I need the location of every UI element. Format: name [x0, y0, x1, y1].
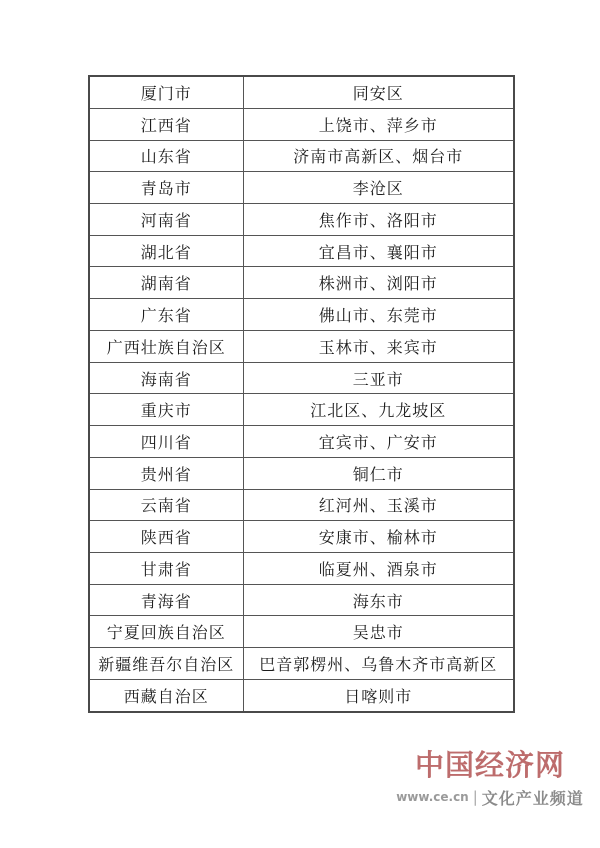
cities-cell: 焦作市、洛阳市 — [243, 204, 514, 236]
table-row — [89, 426, 514, 458]
table-row — [89, 204, 514, 236]
region-cell: 陕西省 — [89, 521, 243, 553]
cities-cell: 宜昌市、襄阳市 — [243, 235, 514, 267]
table-row — [89, 299, 514, 331]
cities-cell: 吴忠市 — [243, 616, 514, 648]
table-row — [89, 235, 514, 267]
region-cell: 厦门市 — [89, 76, 243, 108]
cities-cell: 上饶市、萍乡市 — [243, 108, 514, 140]
region-cell: 宁夏回族自治区 — [89, 616, 243, 648]
region-cell: 甘肃省 — [89, 552, 243, 584]
cities-cell: 铜仁市 — [243, 457, 514, 489]
table-row — [89, 330, 514, 362]
region-cell: 广西壮族自治区 — [89, 330, 243, 362]
region-cell: 湖北省 — [89, 235, 243, 267]
region-cell: 贵州省 — [89, 457, 243, 489]
table-row — [89, 172, 514, 204]
cities-cell: 临夏州、酒泉市 — [243, 552, 514, 584]
table-row — [89, 394, 514, 426]
cenet-logo — [396, 748, 584, 809]
cities-cell: 李沧区 — [243, 172, 514, 204]
cities-cell: 三亚市 — [243, 362, 514, 394]
cenet-logo-channel-text: 文化产业频道 — [481, 790, 584, 808]
region-cell: 四川省 — [89, 426, 243, 458]
cities-cell: 玉林市、来宾市 — [243, 330, 514, 362]
table-row — [89, 679, 514, 712]
table-row — [89, 648, 514, 680]
table-row — [89, 521, 514, 553]
region-cell: 湖南省 — [89, 267, 243, 299]
cities-cell: 巴音郭楞州、乌鲁木齐市高新区 — [243, 648, 514, 680]
cities-cell: 同安区 — [243, 76, 514, 108]
region-city-table — [88, 75, 515, 713]
region-cell: 西藏自治区 — [89, 679, 243, 712]
table-row — [89, 362, 514, 394]
cenet-logo-url-text: www.ce.cn — [396, 790, 469, 805]
region-cell: 广东省 — [89, 299, 243, 331]
cenet-logo-divider: | — [472, 788, 478, 807]
region-cell: 青岛市 — [89, 172, 243, 204]
cities-cell: 佛山市、东莞市 — [243, 299, 514, 331]
table-row — [89, 584, 514, 616]
region-city-table-body — [89, 76, 514, 712]
cenet-logo-subline — [396, 786, 584, 809]
cities-cell: 宜宾市、广安市 — [243, 426, 514, 458]
region-cell: 重庆市 — [89, 394, 243, 426]
table-row — [89, 457, 514, 489]
cities-cell: 海东市 — [243, 584, 514, 616]
table-row — [89, 267, 514, 299]
table-row — [89, 489, 514, 521]
cities-cell: 红河州、玉溪市 — [243, 489, 514, 521]
cenet-logo-brand-text: 中国经济网 — [414, 748, 565, 782]
table-row — [89, 108, 514, 140]
table-row — [89, 140, 514, 172]
region-cell: 河南省 — [89, 204, 243, 236]
cities-cell: 株洲市、浏阳市 — [243, 267, 514, 299]
table-row — [89, 616, 514, 648]
table-row — [89, 76, 514, 108]
cities-cell: 济南市高新区、烟台市 — [243, 140, 514, 172]
cities-cell: 安康市、榆林市 — [243, 521, 514, 553]
cities-cell: 日喀则市 — [243, 679, 514, 712]
cities-cell: 江北区、九龙坡区 — [243, 394, 514, 426]
region-cell: 云南省 — [89, 489, 243, 521]
region-cell: 青海省 — [89, 584, 243, 616]
region-cell: 江西省 — [89, 108, 243, 140]
region-cell: 新疆维吾尔自治区 — [89, 648, 243, 680]
table-row — [89, 552, 514, 584]
region-cell: 海南省 — [89, 362, 243, 394]
region-cell: 山东省 — [89, 140, 243, 172]
